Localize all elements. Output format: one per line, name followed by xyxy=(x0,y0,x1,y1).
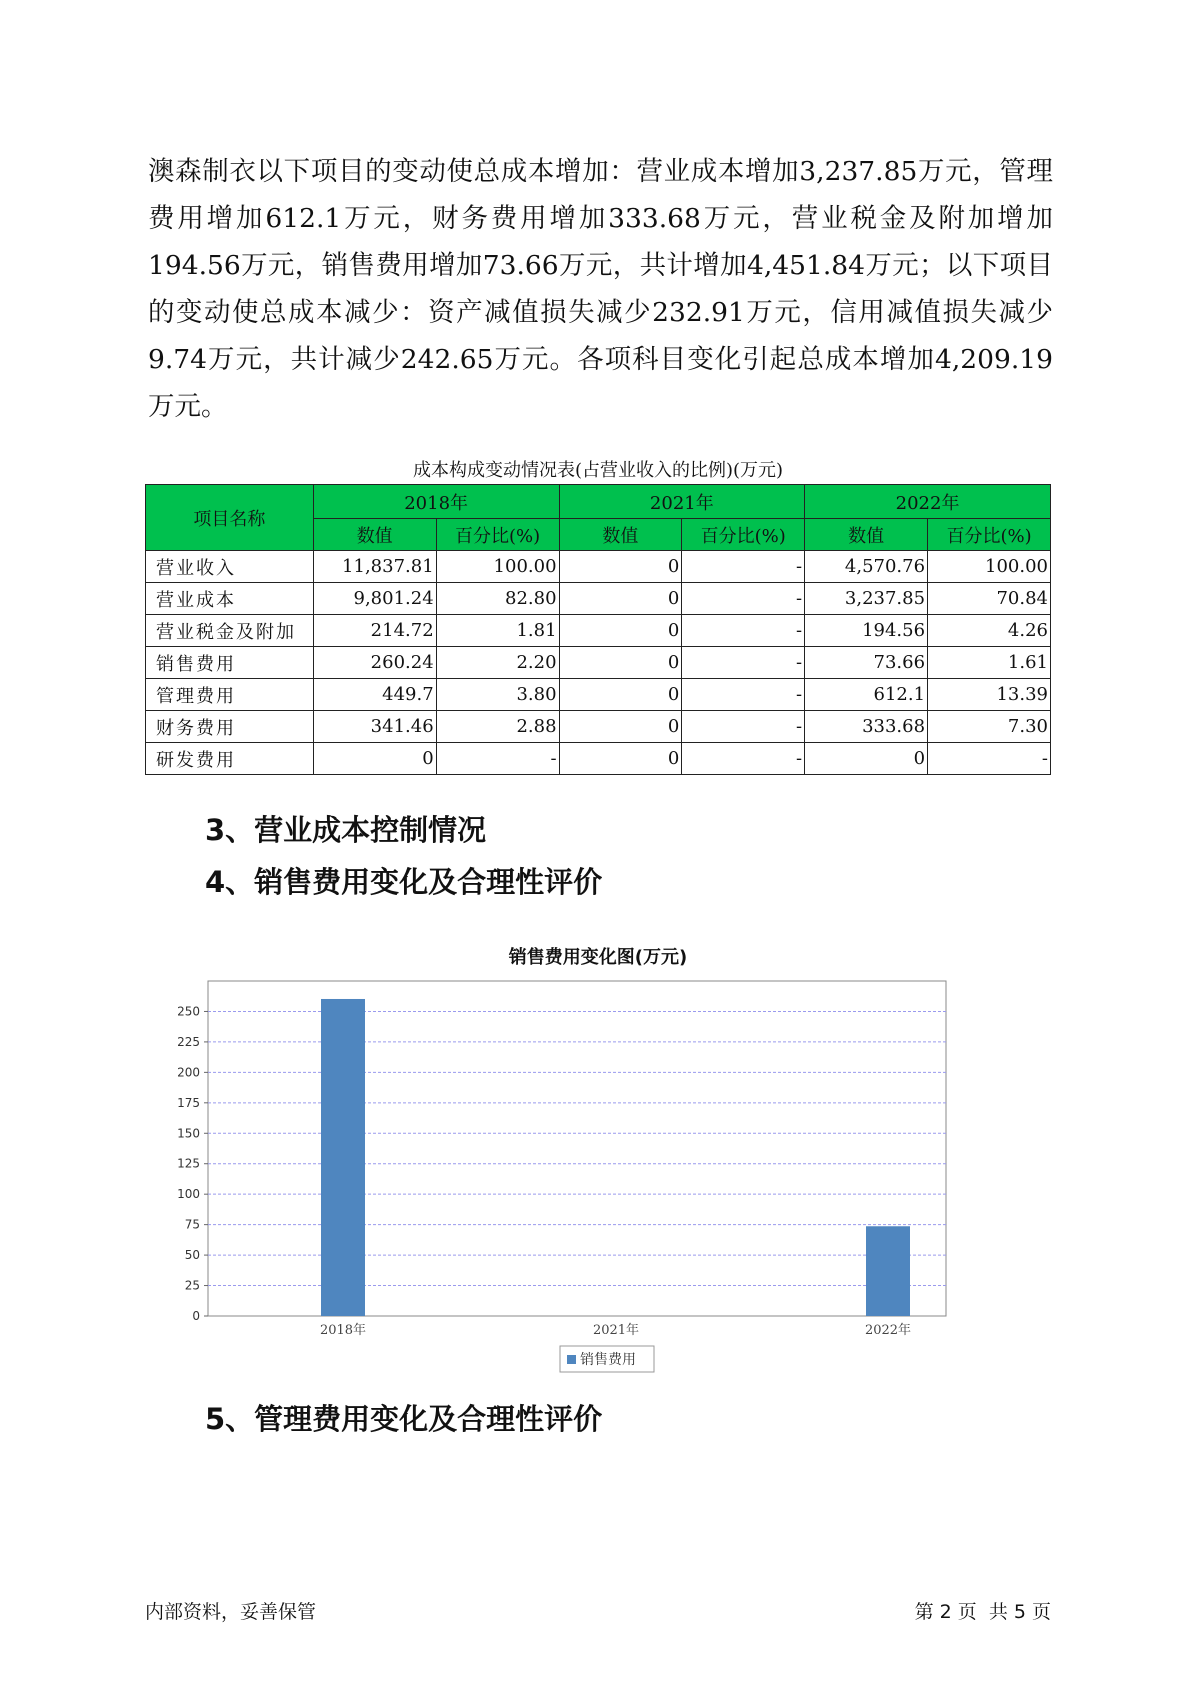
percent-cell: - xyxy=(682,743,805,775)
value-cell: 0 xyxy=(559,679,682,711)
table-row xyxy=(146,679,1051,711)
bar xyxy=(321,999,365,1316)
value-cell: 0 xyxy=(559,551,682,583)
percent-cell: 4.26 xyxy=(928,615,1051,647)
value-cell: 0 xyxy=(559,583,682,615)
table-row xyxy=(146,583,1051,615)
body-paragraph: 澳森制衣以下项目的变动使总成本增加：营业成本增加3,237.85万元，管理费用增加612.1万元，财务费用增加333.68万元，营业税金及附加增加194.56万元，销售费用增加73.66万元，共计增加4,451.84万元；以下项目的变动使总成本减少：资产减值损失减少232.91万元，信用减值损失减少9.74万元，共计减少242.65万元。各项科目变化引起总成本增加4,209.19万元。 xyxy=(148,156,1053,422)
row-label: 营业收入 xyxy=(146,551,314,583)
table-row xyxy=(146,615,1051,647)
chart-title: 销售费用变化图(万元) xyxy=(508,947,688,968)
value-cell: 0 xyxy=(559,743,682,775)
percent-cell: 100.00 xyxy=(436,551,559,583)
y-tick-label: 200 xyxy=(177,1065,200,1080)
value-cell: 341.46 xyxy=(313,711,436,743)
y-tick-label: 0 xyxy=(192,1309,200,1323)
percent-cell: - xyxy=(682,679,805,711)
table-caption: 成本构成变动情况表(占营业收入的比例)(万元) xyxy=(412,460,784,481)
percent-cell: - xyxy=(682,551,805,583)
value-cell: 449.7 xyxy=(313,679,436,711)
row-label: 财务费用 xyxy=(146,711,314,743)
percent-cell: 100.00 xyxy=(928,551,1051,583)
percent-cell: - xyxy=(682,583,805,615)
cost-structure-table xyxy=(145,484,1051,775)
value-cell: 73.66 xyxy=(805,647,928,679)
percent-cell: - xyxy=(682,711,805,743)
percent-cell: 82.80 xyxy=(436,583,559,615)
header-percent: 百分比(%) xyxy=(928,519,1051,551)
legend-swatch xyxy=(567,1355,576,1364)
percent-cell: - xyxy=(928,743,1051,775)
table-row xyxy=(146,647,1051,679)
y-tick-label: 150 xyxy=(177,1126,200,1141)
row-label: 研发费用 xyxy=(146,743,314,775)
value-cell: 612.1 xyxy=(805,679,928,711)
x-tick-label: 2022年 xyxy=(864,1323,912,1338)
value-cell: 194.56 xyxy=(805,615,928,647)
percent-cell: 1.61 xyxy=(928,647,1051,679)
header-value: 数值 xyxy=(805,519,928,551)
percent-cell: - xyxy=(682,615,805,647)
section-heading-5: 5、管理费用变化及合理性评价 xyxy=(205,1402,603,1436)
percent-cell: 1.81 xyxy=(436,615,559,647)
header-year: 2022年 xyxy=(805,485,1051,519)
value-cell: 0 xyxy=(559,711,682,743)
percent-cell: 2.20 xyxy=(436,647,559,679)
header-value: 数值 xyxy=(313,519,436,551)
header-percent: 百分比(%) xyxy=(682,519,805,551)
y-tick-label: 250 xyxy=(177,1004,200,1019)
value-cell: 333.68 xyxy=(805,711,928,743)
percent-cell: 3.80 xyxy=(436,679,559,711)
value-cell: 0 xyxy=(805,743,928,775)
row-label: 销售费用 xyxy=(146,647,314,679)
section-heading-3: 3、营业成本控制情况 xyxy=(205,813,487,847)
header-percent: 百分比(%) xyxy=(436,519,559,551)
row-label: 管理费用 xyxy=(146,679,314,711)
header-item-name: 项目名称 xyxy=(146,485,314,551)
section-heading-4: 4、销售费用变化及合理性评价 xyxy=(205,865,603,899)
percent-cell: 2.88 xyxy=(436,711,559,743)
value-cell: 4,570.76 xyxy=(805,551,928,583)
value-cell: 3,237.85 xyxy=(805,583,928,615)
row-label: 营业成本 xyxy=(146,583,314,615)
footer-page-number: 第 2 页 共 5 页 xyxy=(914,1601,1051,1623)
header-year: 2021年 xyxy=(559,485,805,519)
row-label: 营业税金及附加 xyxy=(146,615,314,647)
table-row xyxy=(146,551,1051,583)
value-cell: 0 xyxy=(559,647,682,679)
percent-cell: 13.39 xyxy=(928,679,1051,711)
bar xyxy=(866,1226,910,1316)
y-tick-label: 225 xyxy=(177,1034,200,1049)
sales-expense-bar-chart xyxy=(150,975,1030,1390)
percent-cell: - xyxy=(436,743,559,775)
y-tick-label: 125 xyxy=(177,1156,200,1171)
x-tick-label: 2021年 xyxy=(592,1323,640,1338)
value-cell: 260.24 xyxy=(313,647,436,679)
value-cell: 0 xyxy=(313,743,436,775)
value-cell: 11,837.81 xyxy=(313,551,436,583)
y-tick-label: 75 xyxy=(184,1217,200,1232)
y-tick-label: 25 xyxy=(184,1278,200,1293)
legend-label: 销售费用 xyxy=(580,1352,636,1368)
value-cell: 9,801.24 xyxy=(313,583,436,615)
y-tick-label: 100 xyxy=(177,1187,200,1202)
percent-cell: - xyxy=(682,647,805,679)
table-row xyxy=(146,711,1051,743)
percent-cell: 70.84 xyxy=(928,583,1051,615)
percent-cell: 7.30 xyxy=(928,711,1051,743)
y-tick-label: 50 xyxy=(184,1248,200,1263)
header-value: 数值 xyxy=(559,519,682,551)
plot-area xyxy=(208,981,946,1316)
footer-confidential: 内部资料，妥善保管 xyxy=(145,1601,317,1623)
x-tick-label: 2018年 xyxy=(319,1323,367,1338)
y-tick-label: 175 xyxy=(177,1095,200,1110)
value-cell: 214.72 xyxy=(313,615,436,647)
header-year: 2018年 xyxy=(313,485,559,519)
table-row xyxy=(146,743,1051,775)
value-cell: 0 xyxy=(559,615,682,647)
